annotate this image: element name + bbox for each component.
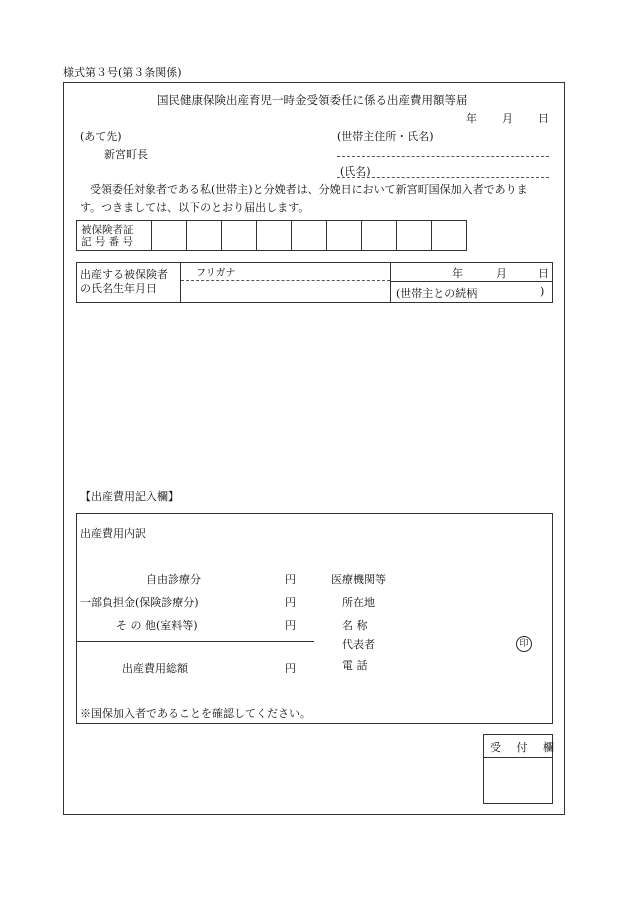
institution-phone-label: 電 話 — [342, 659, 368, 672]
total-divider — [76, 641, 314, 642]
statement-line-1: 受領委任対象者である私(世帯主)と分娩者は、分娩日において新宮町国保加入者でありま — [90, 183, 528, 196]
insured-number-label-cell — [77, 221, 152, 251]
insured-number-digit-cell[interactable] — [257, 221, 292, 251]
cost-row-label: そ の 他(室料等) — [116, 619, 198, 632]
cost-row-unit: 円 — [285, 573, 296, 586]
cost-breakdown-label: 出産費用内訳 — [80, 527, 146, 540]
cost-row-label: 一部負担金(保険診療分) — [80, 596, 199, 609]
total-label: 出産費用総額 — [122, 662, 188, 675]
birth-year-label: 年 — [452, 267, 463, 280]
insured-number-digit-cell[interactable] — [362, 221, 397, 251]
form-title: 国民健康保険出産育児一時金受領委任に係る出産費用額等届 — [157, 93, 468, 107]
insured-number-digit-cell[interactable] — [327, 221, 362, 251]
birth-person-label-1: 出産する被保険者 — [80, 268, 168, 281]
institution-representative-label: 代表者 — [342, 638, 375, 651]
householder-name-line[interactable] — [337, 177, 549, 178]
cost-row-unit: 円 — [285, 619, 296, 632]
addressee-label: (あて先) — [80, 130, 122, 143]
reception-label: 受 付 欄 — [490, 741, 560, 754]
relation-label: (世帯主との続柄 — [396, 287, 478, 300]
date-day-label: 日 — [538, 112, 549, 125]
insured-number-digit-cell[interactable] — [397, 221, 432, 251]
institution-name-label: 名 称 — [342, 619, 368, 632]
institution-title: 医療機関等 — [331, 573, 386, 586]
date-year-label: 年 — [466, 112, 477, 125]
insured-number-digit-cell[interactable] — [222, 221, 257, 251]
insured-number-label-2: 記 号 番 号 — [81, 235, 134, 248]
householder-name-label: (氏名) — [340, 165, 371, 178]
insured-number-label-1: 被保険者証 — [81, 223, 134, 236]
furigana-label: フリガナ — [196, 268, 236, 279]
cost-row-label: 自由診療分 — [146, 573, 201, 586]
form-number: 様式第３号(第３条関係) — [63, 66, 182, 79]
householder-address-label: (世帯主住所・氏名) — [337, 130, 434, 143]
insured-number-digit-cell[interactable] — [152, 221, 187, 251]
insured-number-digit-cell[interactable] — [292, 221, 327, 251]
addressee-name: 新宮町長 — [104, 148, 148, 161]
seal-icon: 印 — [516, 636, 532, 652]
birth-day-label: 日 — [538, 267, 549, 280]
date-month-label: 月 — [502, 112, 513, 125]
relation-close: ) — [540, 285, 545, 298]
date-relation-divider — [391, 281, 553, 282]
birth-person-label-2: の氏名生年月日 — [80, 282, 157, 295]
institution-address-label: 所在地 — [342, 596, 375, 609]
birth-month-label: 月 — [496, 267, 507, 280]
cost-section-heading: 【出産費用記入欄】 — [80, 490, 179, 503]
birth-person-divider — [180, 262, 181, 303]
statement-line-2: す。つきましては、以下のとおり届出します。 — [80, 201, 310, 214]
cost-row-unit: 円 — [285, 596, 296, 609]
insured-number-digit-cell[interactable] — [432, 221, 467, 251]
insured-number-table — [76, 220, 467, 251]
total-unit: 円 — [285, 662, 296, 675]
birth-person-date-divider — [390, 262, 391, 303]
reception-divider — [483, 757, 553, 758]
insured-number-digit-cell[interactable] — [187, 221, 222, 251]
furigana-line — [181, 280, 390, 281]
birth-person-name-field[interactable] — [184, 283, 388, 301]
householder-address-line[interactable] — [337, 156, 549, 157]
confirmation-note: ※国保加入者であることを確認してください。 — [80, 707, 311, 720]
